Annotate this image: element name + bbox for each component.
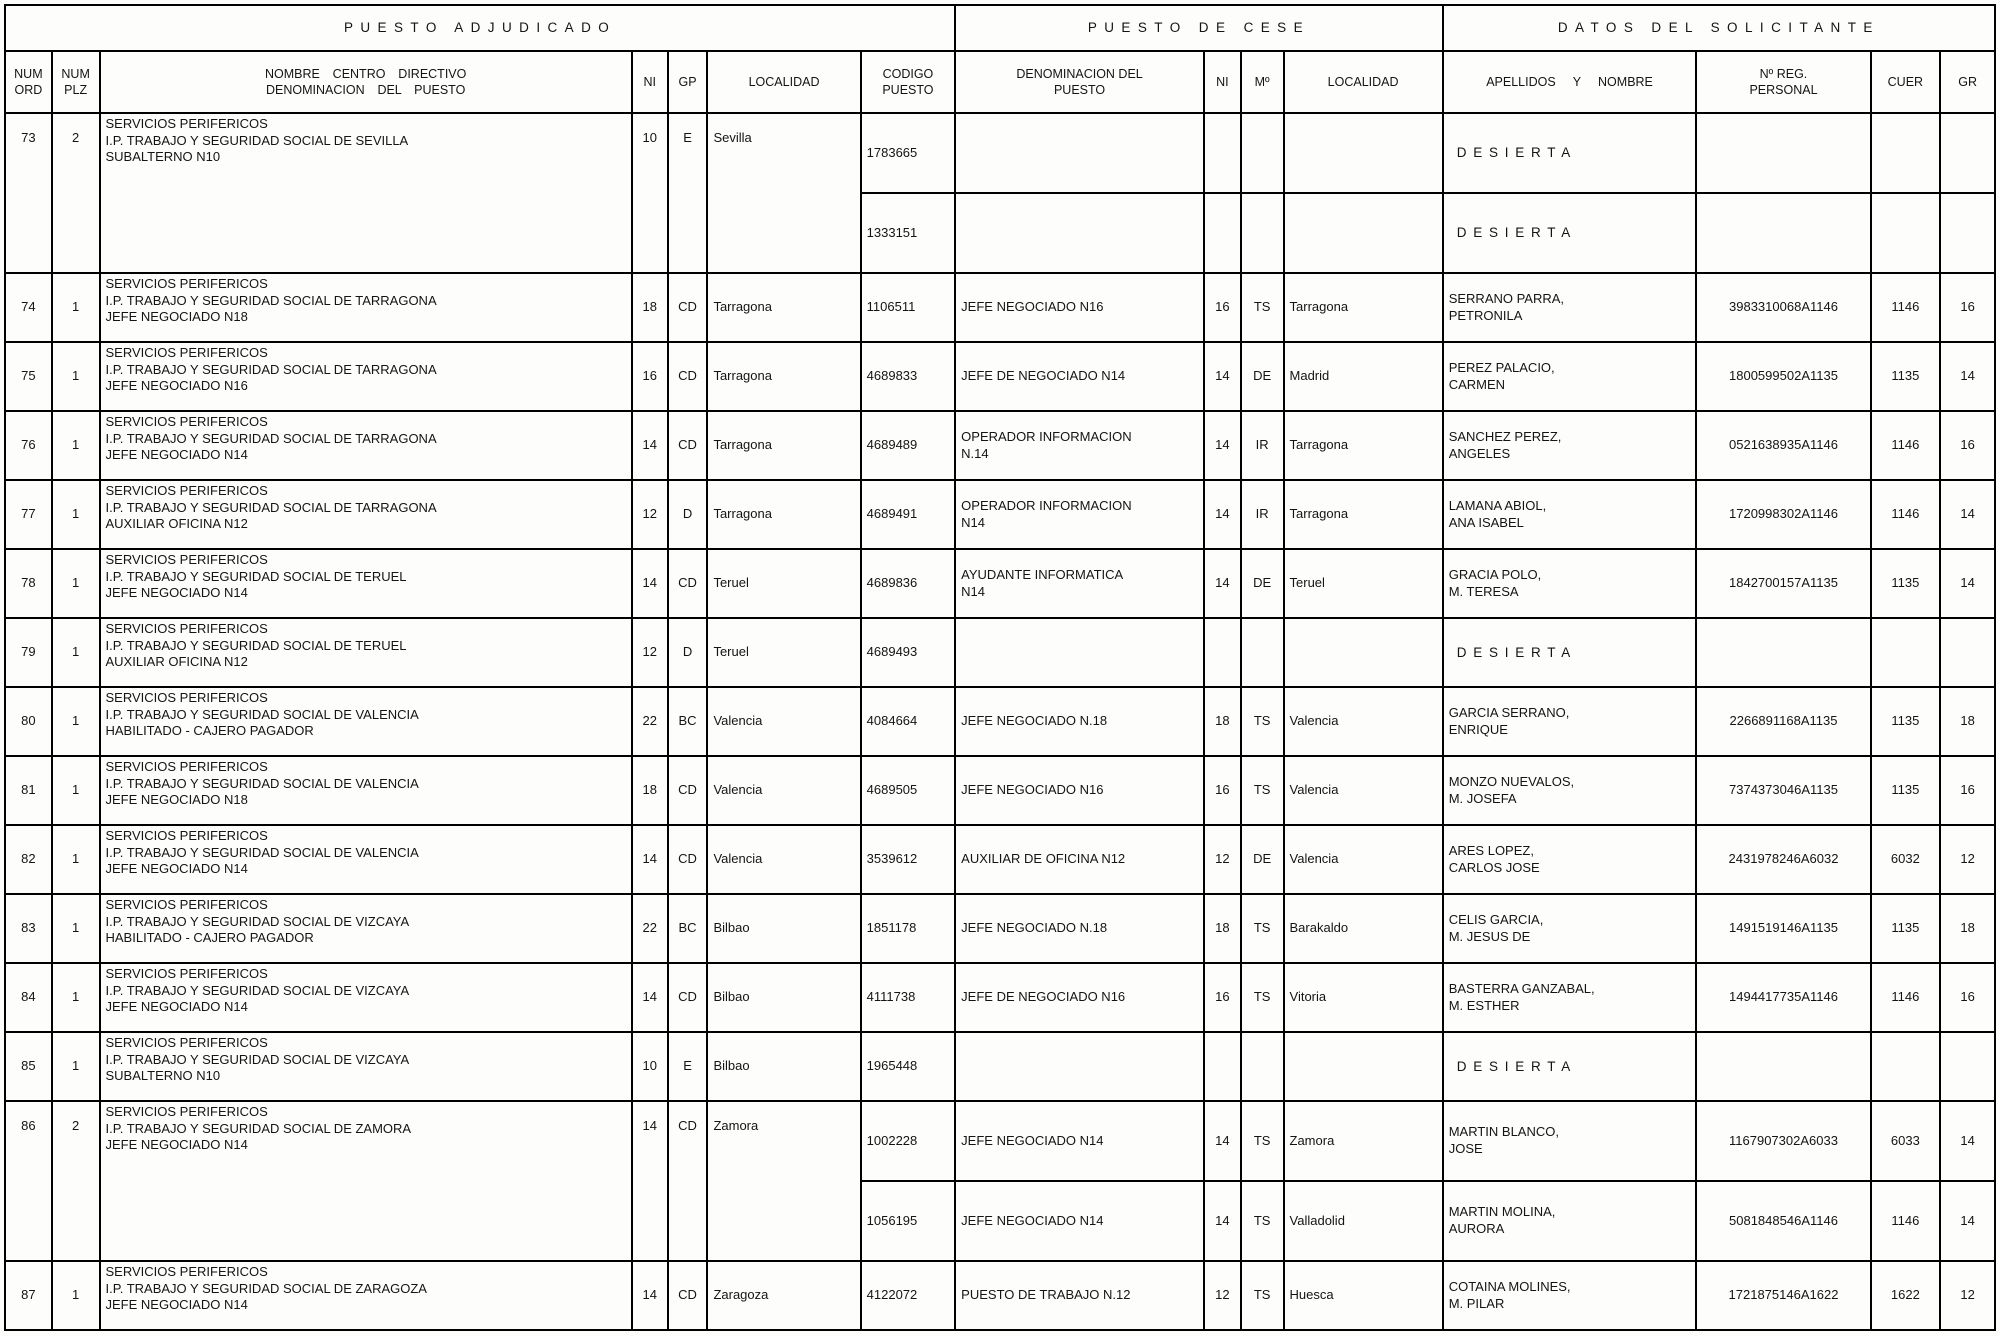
num-ord-cell: 77 (5, 480, 52, 549)
ni-cese-cell (1204, 113, 1241, 193)
num-plz-cell: 1 (52, 687, 100, 756)
ni-cese-cell: 12 (1204, 825, 1241, 894)
num-ord-cell: 73 (5, 113, 52, 273)
num-plz-cell: 1 (52, 825, 100, 894)
num-ord-cell: 79 (5, 618, 52, 687)
localidad-cese-cell: Tarragona (1284, 273, 1443, 342)
table-row (5, 1101, 1995, 1181)
denominacion-cese-cell: JEFE DE NEGOCIADO N16 (955, 963, 1204, 1032)
ni-adjudicado-cell: 14 (632, 411, 668, 480)
table-body (5, 113, 1995, 1330)
codigo-puesto-cell: 1002228 (861, 1101, 956, 1181)
centro-directivo-cell: SERVICIOS PERIFERICOS I.P. TRABAJO Y SEGURIDAD SOCIAL DE SEVILLA SUBALTERNO N10 (100, 113, 632, 273)
denominacion-cese-cell: JEFE NEGOCIADO N16 (955, 273, 1204, 342)
ni-adjudicado-cell: 14 (632, 825, 668, 894)
cuer-cell: 1135 (1871, 342, 1941, 411)
num-reg-personal-cell (1696, 618, 1870, 687)
apellidos-nombre-cell: GRACIA POLO, M. TERESA (1443, 549, 1697, 618)
ni-cese-cell: 14 (1204, 1181, 1241, 1261)
denominacion-cese-cell: JEFE NEGOCIADO N16 (955, 756, 1204, 825)
ministerio-cell: TS (1241, 963, 1284, 1032)
gr-cell (1940, 618, 1995, 687)
num-ord-cell: 85 (5, 1032, 52, 1101)
gr-cell: 14 (1940, 1181, 1995, 1261)
cuer-cell: 1135 (1871, 687, 1941, 756)
col-localidad-adjudicado: LOCALIDAD (707, 51, 860, 113)
group-datos-solicitante: DATOS DEL SOLICITANTE (1443, 5, 1995, 51)
table-row (5, 756, 1995, 825)
num-plz-cell: 1 (52, 1261, 100, 1330)
col-nombre-centro-directivo: NOMBRE CENTRO DIRECTIVO DENOMINACION DEL PUESTO (100, 51, 632, 113)
gr-cell: 12 (1940, 1261, 1995, 1330)
ministerio-cell (1241, 618, 1284, 687)
num-reg-personal-cell: 1491519146A1135 (1696, 894, 1870, 963)
gp-cell: CD (668, 756, 708, 825)
table-row (5, 411, 1995, 480)
ni-adjudicado-cell: 22 (632, 687, 668, 756)
ministerio-cell: TS (1241, 1101, 1284, 1181)
num-ord-cell: 86 (5, 1101, 52, 1261)
ministerio-cell: DE (1241, 825, 1284, 894)
denominacion-cese-cell: JEFE NEGOCIADO N14 (955, 1101, 1204, 1181)
num-ord-cell: 83 (5, 894, 52, 963)
apellidos-nombre-cell (1443, 193, 1697, 273)
denominacion-cese-cell (955, 193, 1204, 273)
cuer-cell: 1135 (1871, 894, 1941, 963)
ministerio-cell: TS (1241, 273, 1284, 342)
centro-directivo-cell: SERVICIOS PERIFERICOS I.P. TRABAJO Y SEGURIDAD SOCIAL DE VIZCAYA JEFE NEGOCIADO N14 (100, 963, 632, 1032)
table-header (5, 5, 1995, 113)
puestos-table (4, 4, 1996, 1331)
table-row (5, 1032, 1995, 1101)
ministerio-cell: TS (1241, 687, 1284, 756)
apellidos-nombre-cell: GARCIA SERRANO, ENRIQUE (1443, 687, 1697, 756)
ni-adjudicado-cell: 14 (632, 549, 668, 618)
table-row (5, 618, 1995, 687)
gp-cell: CD (668, 825, 708, 894)
localidad-adjudicado-cell: Valencia (707, 687, 860, 756)
ministerio-cell: TS (1241, 894, 1284, 963)
codigo-puesto-cell: 4689491 (861, 480, 956, 549)
num-reg-personal-cell: 1167907302A6033 (1696, 1101, 1870, 1181)
num-reg-personal-cell: 5081848546A1146 (1696, 1181, 1870, 1261)
codigo-puesto-cell: 4122072 (861, 1261, 956, 1330)
ni-adjudicado-cell: 18 (632, 273, 668, 342)
num-plz-cell: 1 (52, 963, 100, 1032)
ni-adjudicado-cell: 12 (632, 618, 668, 687)
group-header-row (5, 5, 1995, 51)
localidad-cese-cell: Valencia (1284, 687, 1443, 756)
codigo-puesto-cell: 4689493 (861, 618, 956, 687)
ni-adjudicado-cell: 18 (632, 756, 668, 825)
ni-cese-cell: 14 (1204, 411, 1241, 480)
localidad-adjudicado-cell: Zaragoza (707, 1261, 860, 1330)
col-gr: GR (1940, 51, 1995, 113)
apellidos-nombre-cell: MARTIN BLANCO, JOSE (1443, 1101, 1697, 1181)
ni-cese-cell: 16 (1204, 963, 1241, 1032)
gp-cell: CD (668, 549, 708, 618)
num-plz-cell: 1 (52, 411, 100, 480)
cuer-cell: 1146 (1871, 1181, 1941, 1261)
desierta-label: DESIERTA (1456, 225, 1577, 241)
centro-directivo-cell: SERVICIOS PERIFERICOS I.P. TRABAJO Y SEGURIDAD SOCIAL DE VALENCIA HABILITADO - CAJERO PAGADOR (100, 687, 632, 756)
ni-adjudicado-cell: 10 (632, 113, 668, 273)
localidad-cese-cell (1284, 193, 1443, 273)
apellidos-nombre-cell: BASTERRA GANZABAL, M. ESTHER (1443, 963, 1697, 1032)
ni-cese-cell: 14 (1204, 1101, 1241, 1181)
localidad-adjudicado-cell: Valencia (707, 825, 860, 894)
localidad-cese-cell: Tarragona (1284, 480, 1443, 549)
apellidos-nombre-cell: SANCHEZ PEREZ, ANGELES (1443, 411, 1697, 480)
desierta-label: DESIERTA (1456, 1058, 1577, 1074)
col-denominacion-cese: DENOMINACION DEL PUESTO (955, 51, 1204, 113)
table-row (5, 894, 1995, 963)
cuer-cell (1871, 113, 1941, 193)
gr-cell (1940, 113, 1995, 193)
gr-cell: 14 (1940, 480, 1995, 549)
table-row (5, 687, 1995, 756)
apellidos-nombre-cell: COTAINA MOLINES, M. PILAR (1443, 1261, 1697, 1330)
cuer-cell: 1622 (1871, 1261, 1941, 1330)
codigo-puesto-cell: 4689489 (861, 411, 956, 480)
num-ord-cell: 74 (5, 273, 52, 342)
ni-cese-cell: 16 (1204, 273, 1241, 342)
table-row (5, 273, 1995, 342)
localidad-cese-cell: Valencia (1284, 756, 1443, 825)
gr-cell: 14 (1940, 549, 1995, 618)
column-header-row (5, 51, 1995, 113)
gp-cell: D (668, 480, 708, 549)
gp-cell: E (668, 1032, 708, 1101)
gr-cell: 16 (1940, 756, 1995, 825)
num-ord-cell: 75 (5, 342, 52, 411)
localidad-cese-cell: Madrid (1284, 342, 1443, 411)
codigo-puesto-cell: 4689833 (861, 342, 956, 411)
localidad-adjudicado-cell: Tarragona (707, 273, 860, 342)
col-num-plz: NUM PLZ (52, 51, 100, 113)
apellidos-nombre-cell (1443, 113, 1697, 193)
cuer-cell: 1146 (1871, 273, 1941, 342)
ministerio-cell: IR (1241, 411, 1284, 480)
codigo-puesto-cell: 1783665 (861, 113, 956, 193)
gp-cell: BC (668, 687, 708, 756)
gr-cell: 18 (1940, 894, 1995, 963)
table-row (5, 825, 1995, 894)
ni-adjudicado-cell: 14 (632, 963, 668, 1032)
num-ord-cell: 78 (5, 549, 52, 618)
num-plz-cell: 2 (52, 113, 100, 273)
table-row (5, 963, 1995, 1032)
ministerio-cell: IR (1241, 480, 1284, 549)
centro-directivo-cell: SERVICIOS PERIFERICOS I.P. TRABAJO Y SEGURIDAD SOCIAL DE VALENCIA JEFE NEGOCIADO N18 (100, 756, 632, 825)
centro-directivo-cell: SERVICIOS PERIFERICOS I.P. TRABAJO Y SEGURIDAD SOCIAL DE ZAMORA JEFE NEGOCIADO N14 (100, 1101, 632, 1261)
apellidos-nombre-cell: CELIS GARCIA, M. JESUS DE (1443, 894, 1697, 963)
localidad-cese-cell: Vitoria (1284, 963, 1443, 1032)
num-plz-cell: 1 (52, 618, 100, 687)
apellidos-nombre-cell: MONZO NUEVALOS, M. JOSEFA (1443, 756, 1697, 825)
ni-adjudicado-cell: 22 (632, 894, 668, 963)
num-reg-personal-cell: 1800599502A1135 (1696, 342, 1870, 411)
num-ord-cell: 82 (5, 825, 52, 894)
codigo-puesto-cell: 1965448 (861, 1032, 956, 1101)
apellidos-nombre-cell: MARTIN MOLINA, AURORA (1443, 1181, 1697, 1261)
centro-directivo-cell: SERVICIOS PERIFERICOS I.P. TRABAJO Y SEGURIDAD SOCIAL DE VIZCAYA HABILITADO - CAJERO PAGADOR (100, 894, 632, 963)
ni-cese-cell: 12 (1204, 1261, 1241, 1330)
cuer-cell: 6033 (1871, 1101, 1941, 1181)
localidad-cese-cell (1284, 113, 1443, 193)
codigo-puesto-cell: 1106511 (861, 273, 956, 342)
ni-cese-cell: 18 (1204, 894, 1241, 963)
num-plz-cell: 1 (52, 480, 100, 549)
num-reg-personal-cell: 7374373046A1135 (1696, 756, 1870, 825)
num-reg-personal-cell: 3983310068A1146 (1696, 273, 1870, 342)
gr-cell: 12 (1940, 825, 1995, 894)
num-reg-personal-cell (1696, 1032, 1870, 1101)
ni-adjudicado-cell: 14 (632, 1261, 668, 1330)
codigo-puesto-cell: 4084664 (861, 687, 956, 756)
ni-cese-cell (1204, 193, 1241, 273)
localidad-cese-cell: Valencia (1284, 825, 1443, 894)
num-reg-personal-cell: 1494417735A1146 (1696, 963, 1870, 1032)
cuer-cell: 1135 (1871, 549, 1941, 618)
num-reg-personal-cell: 2431978246A6032 (1696, 825, 1870, 894)
localidad-adjudicado-cell: Sevilla (707, 113, 860, 273)
group-puesto-adjudicado: PUESTO ADJUDICADO (5, 5, 955, 51)
localidad-adjudicado-cell: Bilbao (707, 894, 860, 963)
group-puesto-cese: PUESTO DE CESE (955, 5, 1443, 51)
num-plz-cell: 1 (52, 756, 100, 825)
centro-directivo-cell: SERVICIOS PERIFERICOS I.P. TRABAJO Y SEGURIDAD SOCIAL DE ZARAGOZA JEFE NEGOCIADO N14 (100, 1261, 632, 1330)
ni-adjudicado-cell: 10 (632, 1032, 668, 1101)
ministerio-cell: DE (1241, 342, 1284, 411)
num-plz-cell: 1 (52, 549, 100, 618)
num-plz-cell: 1 (52, 1032, 100, 1101)
localidad-adjudicado-cell: Tarragona (707, 411, 860, 480)
gp-cell: D (668, 618, 708, 687)
ni-cese-cell: 16 (1204, 756, 1241, 825)
localidad-adjudicado-cell: Teruel (707, 618, 860, 687)
centro-directivo-cell: SERVICIOS PERIFERICOS I.P. TRABAJO Y SEGURIDAD SOCIAL DE TERUEL JEFE NEGOCIADO N14 (100, 549, 632, 618)
denominacion-cese-cell: PUESTO DE TRABAJO N.12 (955, 1261, 1204, 1330)
table-row (5, 342, 1995, 411)
gr-cell (1940, 1032, 1995, 1101)
cuer-cell: 6032 (1871, 825, 1941, 894)
denominacion-cese-cell: AYUDANTE INFORMATICA N14 (955, 549, 1204, 618)
gr-cell: 16 (1940, 411, 1995, 480)
denominacion-cese-cell: JEFE NEGOCIADO N.18 (955, 894, 1204, 963)
ministerio-cell (1241, 113, 1284, 193)
codigo-puesto-cell: 4689836 (861, 549, 956, 618)
localidad-cese-cell: Valladolid (1284, 1181, 1443, 1261)
ministerio-cell (1241, 1032, 1284, 1101)
apellidos-nombre-cell: PEREZ PALACIO, CARMEN (1443, 342, 1697, 411)
ni-cese-cell (1204, 1032, 1241, 1101)
num-ord-cell: 84 (5, 963, 52, 1032)
num-reg-personal-cell (1696, 193, 1870, 273)
cuer-cell: 1135 (1871, 756, 1941, 825)
ni-cese-cell: 14 (1204, 549, 1241, 618)
gp-cell: CD (668, 273, 708, 342)
centro-directivo-cell: SERVICIOS PERIFERICOS I.P. TRABAJO Y SEGURIDAD SOCIAL DE VALENCIA JEFE NEGOCIADO N14 (100, 825, 632, 894)
gr-cell: 14 (1940, 342, 1995, 411)
ministerio-cell: TS (1241, 1261, 1284, 1330)
localidad-cese-cell: Teruel (1284, 549, 1443, 618)
cuer-cell (1871, 618, 1941, 687)
gr-cell: 18 (1940, 687, 1995, 756)
gr-cell: 14 (1940, 1101, 1995, 1181)
num-reg-personal-cell: 1720998302A1146 (1696, 480, 1870, 549)
centro-directivo-cell: SERVICIOS PERIFERICOS I.P. TRABAJO Y SEGURIDAD SOCIAL DE VIZCAYA SUBALTERNO N10 (100, 1032, 632, 1101)
col-ni-cese: NI (1204, 51, 1241, 113)
codigo-puesto-cell: 1851178 (861, 894, 956, 963)
col-ministerio: Mº (1241, 51, 1284, 113)
centro-directivo-cell: SERVICIOS PERIFERICOS I.P. TRABAJO Y SEGURIDAD SOCIAL DE TERUEL AUXILIAR OFICINA N12 (100, 618, 632, 687)
num-plz-cell: 1 (52, 894, 100, 963)
desierta-label: DESIERTA (1456, 145, 1577, 161)
ministerio-cell: TS (1241, 1181, 1284, 1261)
table-row (5, 549, 1995, 618)
num-plz-cell: 2 (52, 1101, 100, 1261)
denominacion-cese-cell: OPERADOR INFORMACION N14 (955, 480, 1204, 549)
col-num-ord: NUM ORD (5, 51, 52, 113)
ni-cese-cell (1204, 618, 1241, 687)
ministerio-cell (1241, 193, 1284, 273)
localidad-adjudicado-cell: Bilbao (707, 1032, 860, 1101)
ni-adjudicado-cell: 12 (632, 480, 668, 549)
codigo-puesto-cell: 4111738 (861, 963, 956, 1032)
denominacion-cese-cell (955, 113, 1204, 193)
gp-cell: E (668, 113, 708, 273)
localidad-cese-cell: Zamora (1284, 1101, 1443, 1181)
ni-cese-cell: 14 (1204, 342, 1241, 411)
localidad-cese-cell: Huesca (1284, 1261, 1443, 1330)
apellidos-nombre-cell: SERRANO PARRA, PETRONILA (1443, 273, 1697, 342)
num-reg-personal-cell: 1842700157A1135 (1696, 549, 1870, 618)
centro-directivo-cell: SERVICIOS PERIFERICOS I.P. TRABAJO Y SEGURIDAD SOCIAL DE TARRAGONA JEFE NEGOCIADO N16 (100, 342, 632, 411)
apellidos-nombre-cell: ARES LOPEZ, CARLOS JOSE (1443, 825, 1697, 894)
gp-cell: CD (668, 1101, 708, 1261)
codigo-puesto-cell: 1333151 (861, 193, 956, 273)
localidad-cese-cell (1284, 1032, 1443, 1101)
codigo-puesto-cell: 4689505 (861, 756, 956, 825)
ministerio-cell: DE (1241, 549, 1284, 618)
table-row (5, 480, 1995, 549)
col-codigo-puesto: CODIGO PUESTO (861, 51, 956, 113)
gr-cell: 16 (1940, 963, 1995, 1032)
apellidos-nombre-cell (1443, 1032, 1697, 1101)
table-row (5, 113, 1995, 193)
num-ord-cell: 76 (5, 411, 52, 480)
apellidos-nombre-cell (1443, 618, 1697, 687)
denominacion-cese-cell (955, 1032, 1204, 1101)
denominacion-cese-cell (955, 618, 1204, 687)
gp-cell: CD (668, 342, 708, 411)
cuer-cell (1871, 193, 1941, 273)
cuer-cell: 1146 (1871, 411, 1941, 480)
ni-adjudicado-cell: 14 (632, 1101, 668, 1261)
col-cuer: CUER (1871, 51, 1941, 113)
num-ord-cell: 87 (5, 1261, 52, 1330)
num-reg-personal-cell: 0521638935A1146 (1696, 411, 1870, 480)
denominacion-cese-cell: OPERADOR INFORMACION N.14 (955, 411, 1204, 480)
denominacion-cese-cell: JEFE NEGOCIADO N.18 (955, 687, 1204, 756)
localidad-cese-cell: Barakaldo (1284, 894, 1443, 963)
gp-cell: CD (668, 1261, 708, 1330)
num-reg-personal-cell: 1721875146A1622 (1696, 1261, 1870, 1330)
localidad-adjudicado-cell: Tarragona (707, 342, 860, 411)
gp-cell: CD (668, 411, 708, 480)
gr-cell: 16 (1940, 273, 1995, 342)
ni-cese-cell: 14 (1204, 480, 1241, 549)
localidad-adjudicado-cell: Bilbao (707, 963, 860, 1032)
col-ni-adjudicado: NI (632, 51, 668, 113)
codigo-puesto-cell: 1056195 (861, 1181, 956, 1261)
localidad-adjudicado-cell: Valencia (707, 756, 860, 825)
cuer-cell: 1146 (1871, 963, 1941, 1032)
ni-cese-cell: 18 (1204, 687, 1241, 756)
gp-cell: CD (668, 963, 708, 1032)
cuer-cell: 1146 (1871, 480, 1941, 549)
localidad-cese-cell (1284, 618, 1443, 687)
codigo-puesto-cell: 3539612 (861, 825, 956, 894)
centro-directivo-cell: SERVICIOS PERIFERICOS I.P. TRABAJO Y SEGURIDAD SOCIAL DE TARRAGONA AUXILIAR OFICINA N12 (100, 480, 632, 549)
num-plz-cell: 1 (52, 342, 100, 411)
desierta-label: DESIERTA (1456, 644, 1577, 660)
num-reg-personal-cell: 2266891168A1135 (1696, 687, 1870, 756)
num-ord-cell: 81 (5, 756, 52, 825)
localidad-cese-cell: Tarragona (1284, 411, 1443, 480)
denominacion-cese-cell: AUXILIAR DE OFICINA N12 (955, 825, 1204, 894)
col-apellidos-nombre: APELLIDOS Y NOMBRE (1443, 51, 1697, 113)
num-reg-personal-cell (1696, 113, 1870, 193)
col-num-reg-personal: Nº REG. PERSONAL (1696, 51, 1870, 113)
cuer-cell (1871, 1032, 1941, 1101)
ni-adjudicado-cell: 16 (632, 342, 668, 411)
gr-cell (1940, 193, 1995, 273)
localidad-adjudicado-cell: Tarragona (707, 480, 860, 549)
num-ord-cell: 80 (5, 687, 52, 756)
ministerio-cell: TS (1241, 756, 1284, 825)
centro-directivo-cell: SERVICIOS PERIFERICOS I.P. TRABAJO Y SEGURIDAD SOCIAL DE TARRAGONA JEFE NEGOCIADO N18 (100, 273, 632, 342)
denominacion-cese-cell: JEFE DE NEGOCIADO N14 (955, 342, 1204, 411)
gp-cell: BC (668, 894, 708, 963)
centro-directivo-cell: SERVICIOS PERIFERICOS I.P. TRABAJO Y SEGURIDAD SOCIAL DE TARRAGONA JEFE NEGOCIADO N14 (100, 411, 632, 480)
col-gp: GP (668, 51, 708, 113)
table-row (5, 1261, 1995, 1330)
localidad-adjudicado-cell: Zamora (707, 1101, 860, 1261)
num-plz-cell: 1 (52, 273, 100, 342)
apellidos-nombre-cell: LAMANA ABIOL, ANA ISABEL (1443, 480, 1697, 549)
localidad-adjudicado-cell: Teruel (707, 549, 860, 618)
col-localidad-cese: LOCALIDAD (1284, 51, 1443, 113)
denominacion-cese-cell: JEFE NEGOCIADO N14 (955, 1181, 1204, 1261)
